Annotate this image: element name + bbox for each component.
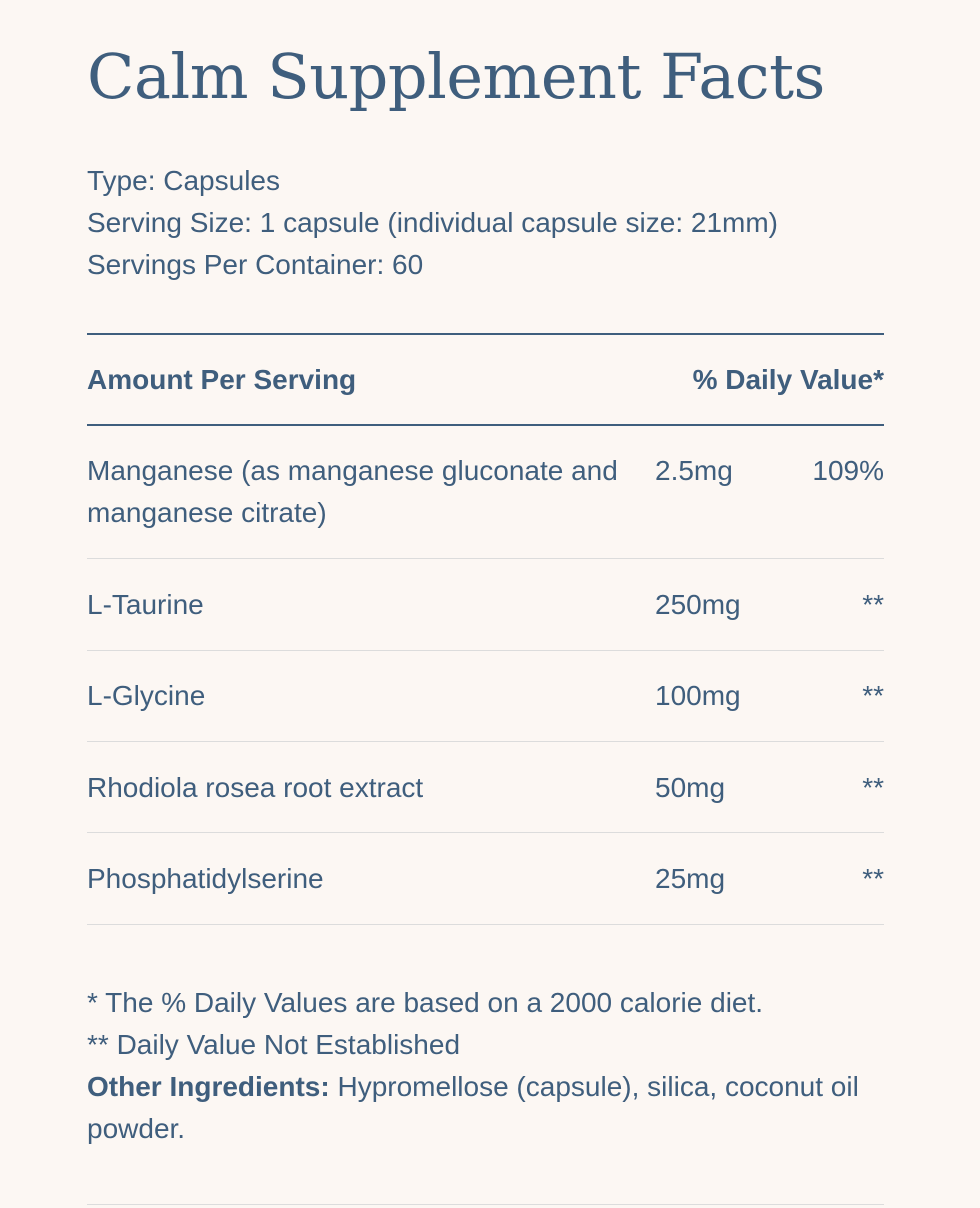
table-header-rule [87, 424, 884, 426]
ingredient-daily-value: ** [862, 772, 884, 803]
ingredient-amount: 50mg [655, 772, 726, 803]
ingredient-name: L-Glycine [87, 680, 206, 711]
other-ingredients [87, 1066, 884, 1150]
other-ingredients-value: Hypromellose (capsule), silica, coconut oil powder. [87, 1071, 859, 1144]
ingredient-amount: 250mg [655, 589, 741, 620]
ingredient-name: Rhodiola rosea root extract [87, 772, 424, 803]
type-line: Type: Capsules [87, 165, 280, 196]
row-divider [87, 650, 884, 651]
bottom-divider [87, 1204, 884, 1205]
servings-per-container-line: Servings Per Container: 60 [87, 249, 424, 280]
serving-size-line: Serving Size: 1 capsule (individual capsule size: 21mm) [87, 207, 778, 238]
page-title: Calm Supplement Facts [87, 40, 825, 113]
ingredient-amount: 25mg [655, 863, 726, 894]
ingredient-name: Manganese (as manganese gluconate and manganese citrate) [87, 455, 618, 528]
row-divider [87, 558, 884, 559]
ingredient-amount: 100mg [655, 680, 741, 711]
ingredient-daily-value: ** [862, 589, 884, 620]
row-divider [87, 832, 884, 833]
table-top-rule [87, 333, 884, 335]
row-divider [87, 924, 884, 925]
ingredient-name: L-Taurine [87, 589, 204, 620]
ingredient-daily-value: ** [862, 863, 884, 894]
amount-per-serving-header: Amount Per Serving [87, 364, 357, 395]
ingredient-daily-value: 109% [812, 455, 884, 486]
row-divider [87, 741, 884, 742]
product-meta [87, 160, 778, 286]
ingredient-daily-value: ** [862, 680, 884, 711]
not-established-footnote: ** Daily Value Not Established [87, 1029, 461, 1060]
other-ingredients-label: Other Ingredients: [87, 1071, 330, 1102]
daily-value-header: % Daily Value* [692, 364, 884, 395]
footnotes [87, 982, 884, 1150]
ingredient-name: Phosphatidylserine [87, 863, 324, 894]
daily-value-footnote: * The % Daily Values are based on a 2000 calorie diet. [87, 987, 764, 1018]
ingredient-amount: 2.5mg [655, 455, 733, 486]
